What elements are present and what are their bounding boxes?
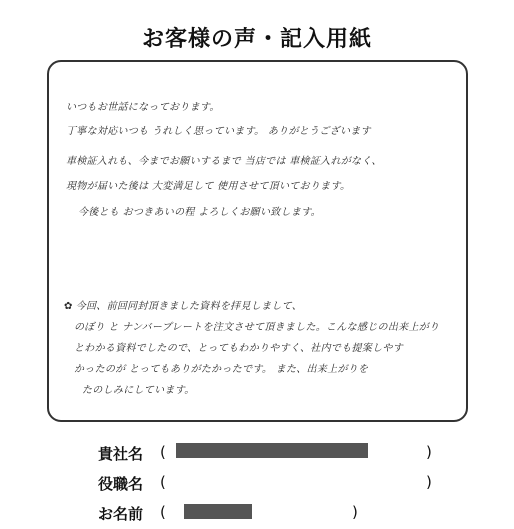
company-close-paren: ): [426, 443, 432, 461]
comment-line: 今後とも おつきあいの程 よろしくお願い致します。: [78, 207, 321, 218]
comment-line: 車検証入れも、今までお願いするまで 当店では 車検証入れがなく、: [66, 156, 382, 167]
company-open-paren: (: [160, 443, 166, 461]
comment-line: たのしみにしています。: [82, 385, 195, 396]
comment-line: 現物が届いた後は 大変満足して 使用させて頂いております。: [66, 181, 351, 192]
company-redaction: [176, 443, 368, 458]
position-open-paren: (: [160, 473, 166, 491]
comment-line: かったのが とってもありがたかったです。 また、出来上がりを: [74, 364, 369, 375]
comment-line: いつもお世話になっております。: [66, 102, 220, 113]
star-icon: ✿: [64, 301, 73, 312]
comment-line: ✿ 今回、前回同封頂きました資料を拝見しまして、: [64, 301, 303, 312]
form-title: お客様の声・記入用紙: [141, 27, 372, 52]
comment-line: とわかる資料でしたので、とってもわかりやすく、社内でも提案しやす: [74, 343, 403, 354]
company-label: 貴社名: [98, 445, 144, 463]
position-label: 役職名: [98, 475, 144, 493]
name-label: お名前: [98, 505, 144, 523]
name-redaction: [184, 504, 252, 519]
comment-line: 丁寧な対応いつも うれしく思っています。 ありがとうございます: [66, 126, 371, 137]
name-close-paren: ): [352, 503, 358, 521]
comment-line: のぼり と ナンバープレートを注文させて頂きました。こんな感じの出来上がり: [74, 322, 440, 333]
name-open-paren: (: [160, 503, 166, 521]
position-close-paren: ): [426, 473, 432, 491]
